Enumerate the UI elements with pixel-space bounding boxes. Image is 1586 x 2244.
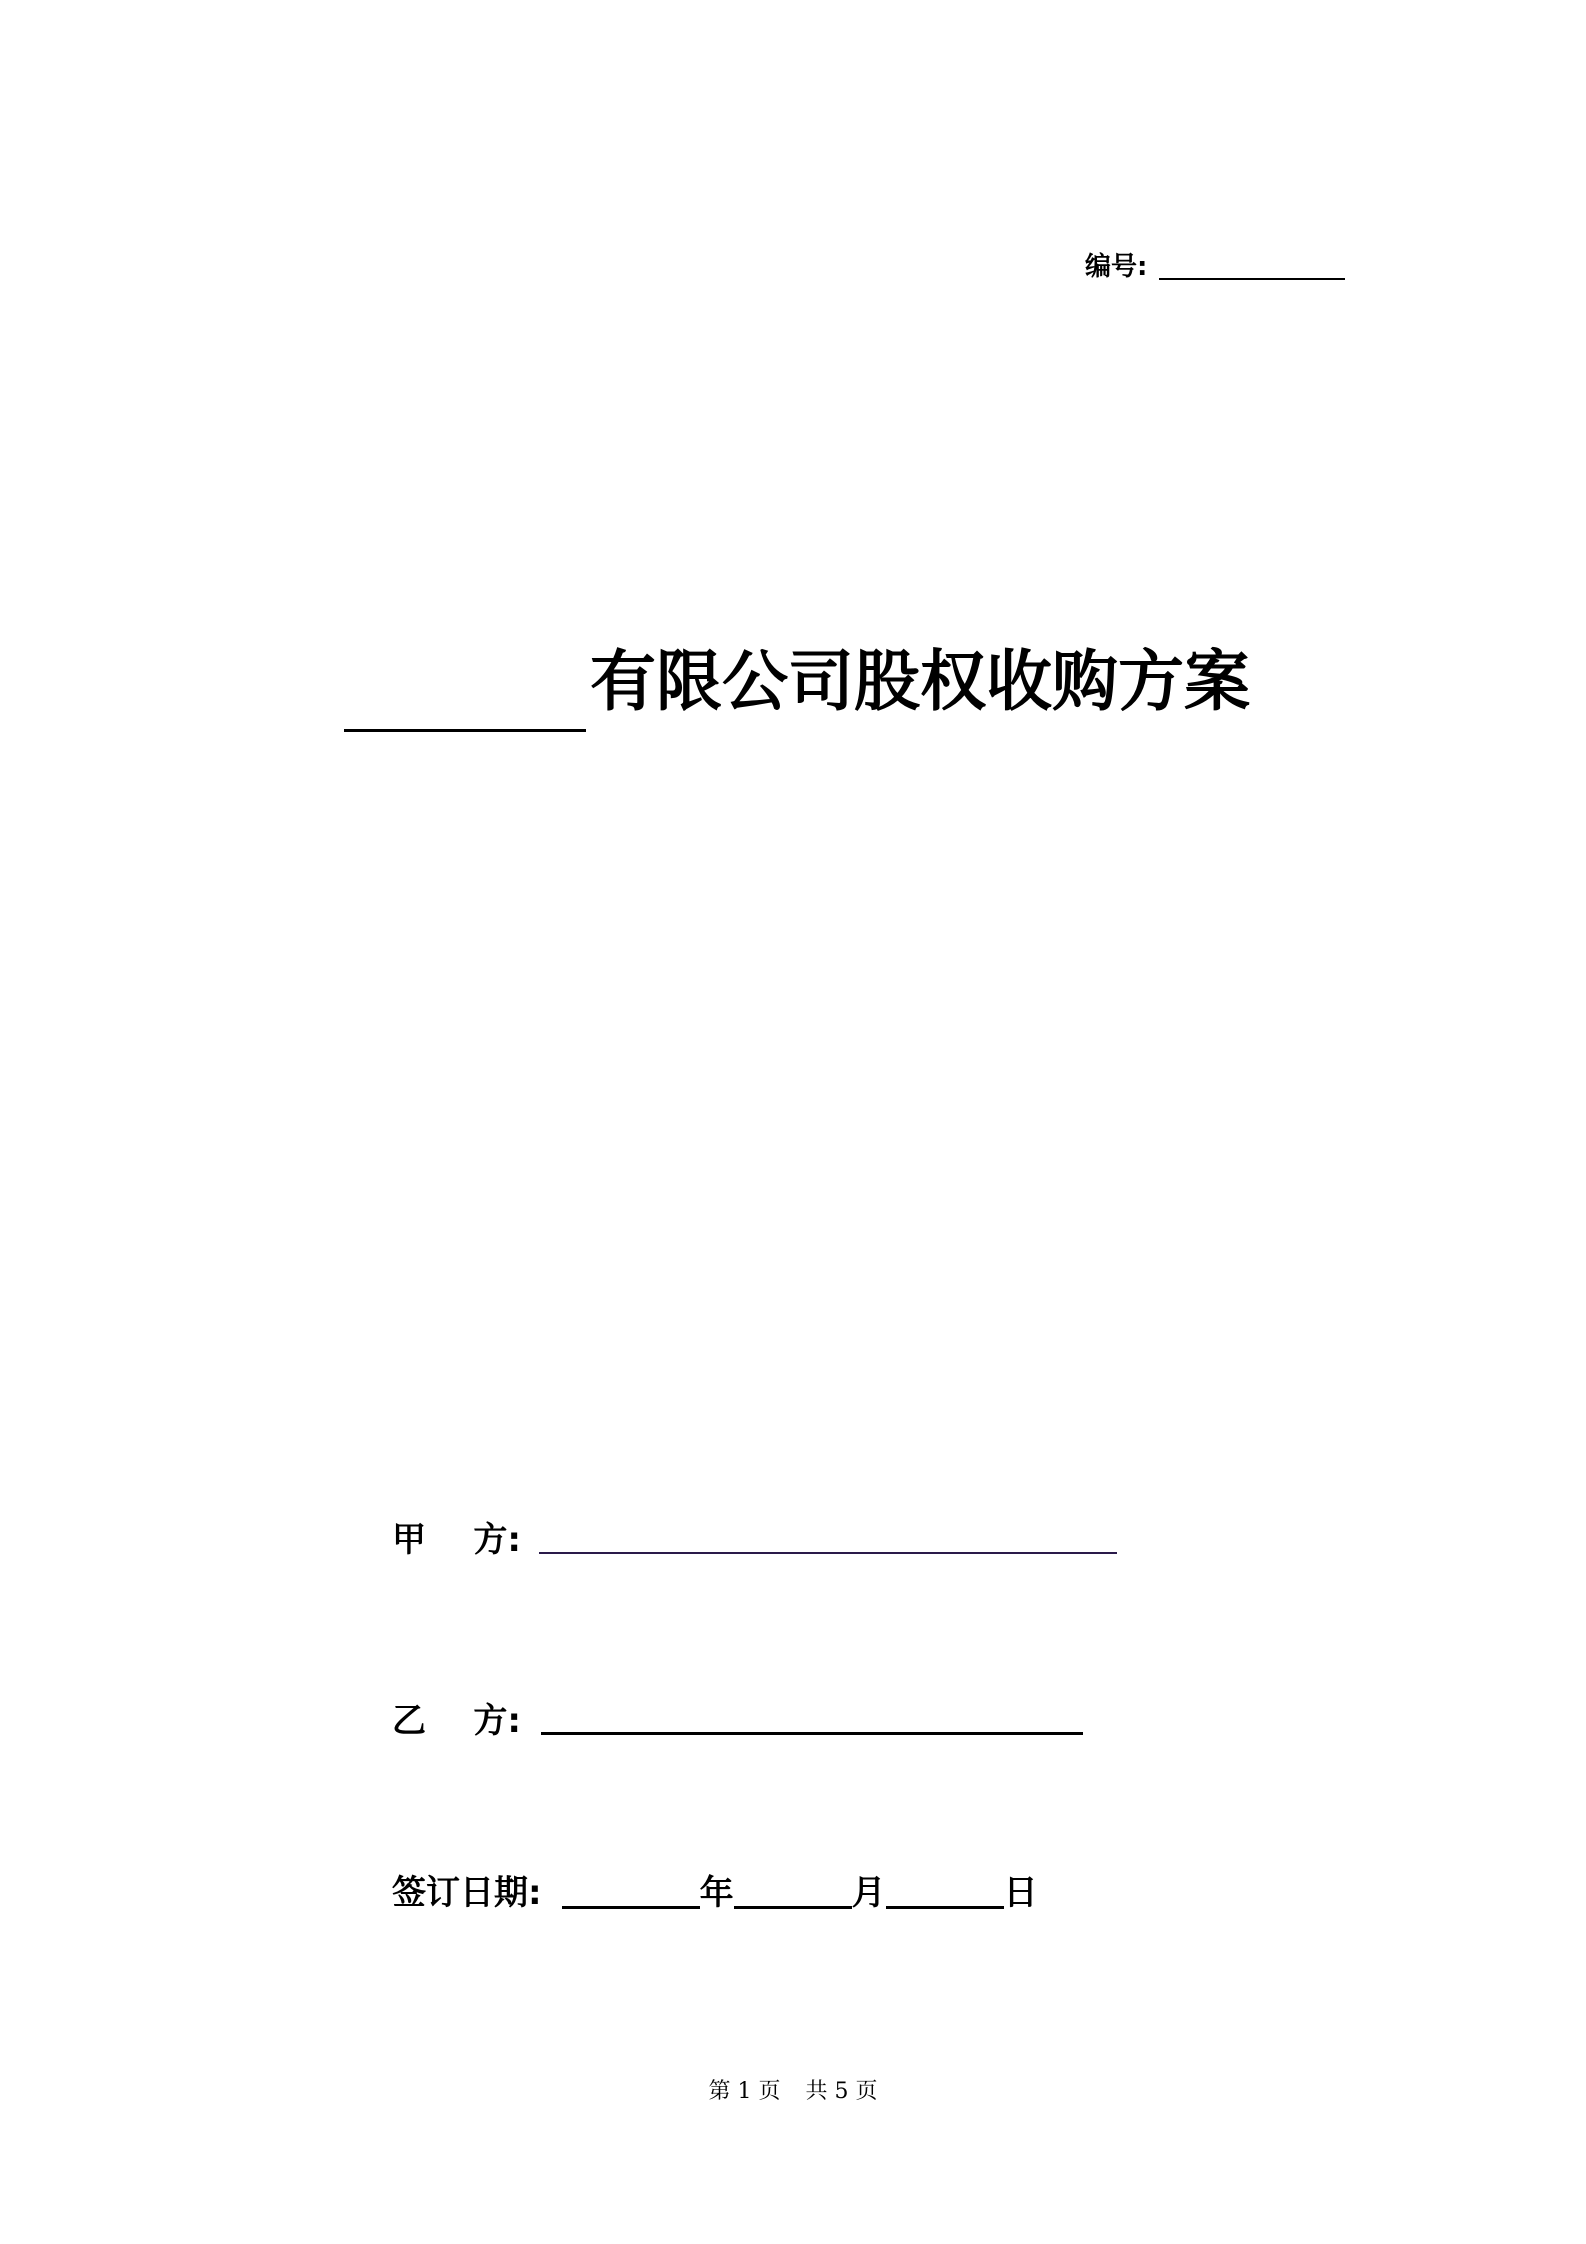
company-name-blank[interactable]	[344, 659, 586, 732]
page-footer	[0, 2078, 1586, 2106]
serial-number-blank[interactable]	[1159, 250, 1345, 280]
party-b-blank[interactable]	[541, 1698, 1083, 1735]
serial-number-label: 编号:	[1085, 252, 1148, 282]
serial-number-field	[1085, 246, 1345, 282]
day-blank[interactable]	[886, 1872, 1004, 1909]
day-unit: 日	[1003, 1873, 1038, 1913]
month-unit: 月	[851, 1873, 886, 1913]
document-title	[344, 640, 1250, 732]
party-a-blank[interactable]	[539, 1518, 1117, 1554]
page-number: 第 1 页	[708, 2079, 781, 2104]
year-unit: 年	[699, 1873, 734, 1913]
title-text: 有限公司股权收购方案	[590, 643, 1250, 720]
page-total: 共 5 页	[805, 2079, 878, 2104]
year-blank[interactable]	[562, 1872, 700, 1909]
signing-date-field	[392, 1872, 1038, 1913]
party-a-label: 甲 方:	[392, 1520, 521, 1560]
party-b-field	[392, 1698, 1083, 1741]
signing-date-label: 签订日期:	[392, 1873, 542, 1913]
party-a-field	[392, 1518, 1117, 1560]
party-b-label: 乙 方:	[392, 1701, 521, 1741]
month-blank[interactable]	[734, 1872, 852, 1909]
